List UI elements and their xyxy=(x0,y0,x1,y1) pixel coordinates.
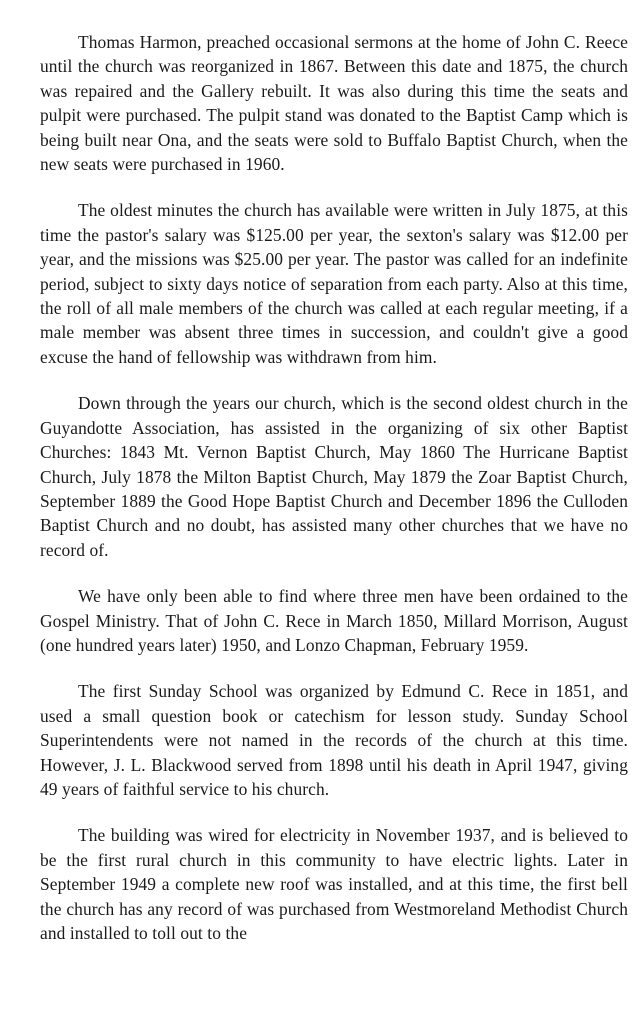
paragraph-reorganization: Thomas Harmon, preached occasional sermons at the home of John C. Reece until the church was reorganized in 1867. Between this date and 1875, the church was repaired and the Gallery rebuilt. It was also during this time the seats and pulpit were purchased. The pulpit stand was donated to the Baptist Camp which is being built near Ona, and the seats were sold to Buffalo Baptist Church, when the new seats were purchased in 1960. xyxy=(40,32,628,175)
paragraph-electricity-bell: The building was wired for electricity in November 1937, and is believed to be the first rural church in this community to have electric lights. Later in September 1949 a complete new roof was installed, and at this time, the first bell the church has any record of was purchased from Westmoreland Methodist Church and installed to toll out to the xyxy=(40,825,628,943)
paragraph-oldest-minutes: The oldest minutes the church has available were written in July 1875, at this time the pastor's salary was $125.00 per year, the sexton's salary was $12.00 per year, and the missions was $25.00 per year. The pastor was called for an indefinite period, subject to sixty days notice of separation from each party. Also at this time, the roll of all male members of the church was called at each regular meeting, if a male member was absent three times in succession, and couldn't give a good excuse the hand of fellowship was withdrawn from him. xyxy=(40,200,628,367)
paragraph-sunday-school: The first Sunday School was organized by Edmund C. Rece in 1851, and used a small question book or catechism for lesson study. Sunday School Superintendents were not named in the records of the church at this time. However, J. L. Blackwood served from 1898 until his death in April 1947, giving 49 years of faithful service to his church. xyxy=(40,681,628,799)
paragraph-ordained-ministers: We have only been able to find where three men have been ordained to the Gospel Ministry. That of John C. Rece in March 1850, Millard Morrison, August (one hundred years later) 1950, and Lonzo Chapman, February 1959. xyxy=(40,586,628,655)
paragraph-churches-organized: Down through the years our church, which is the second oldest church in the Guyandotte Association, has assisted in the organizing of six other Baptist Churches: 1843 Mt. Vernon Baptist Church, May 1860 The Hurricane Baptist Church, July 1878 the Milton Baptist Church, May 1879 the Zoar Baptist Church, September 1889 the Good Hope Baptist Church and December 1896 the Culloden Baptist Church and no doubt, has assisted many other churches that we have no record of. xyxy=(40,393,628,560)
